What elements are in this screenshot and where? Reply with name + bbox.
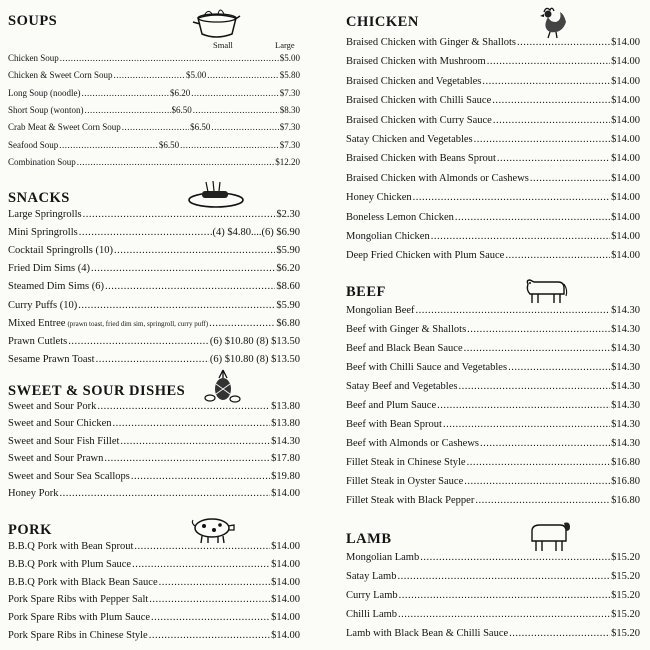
item-name: Braised Chicken with Almonds or Cashews <box>346 172 529 184</box>
section-soups <box>8 10 300 175</box>
item-price: $14.00 <box>611 114 640 126</box>
item-price: $16.80 <box>611 476 640 487</box>
leader-dots <box>509 628 610 639</box>
menu-item-row <box>8 612 300 628</box>
item-price: $14.00 <box>611 134 640 145</box>
leader-dots <box>134 541 270 552</box>
item-name: Cocktail Springrolls (10) <box>8 245 113 257</box>
item-price: $14.00 <box>611 250 640 262</box>
menu-item-row <box>8 70 300 86</box>
leader-dots <box>467 324 610 335</box>
item-name: Beef with Chilli Sauce and Vegetables <box>346 362 508 373</box>
leader-dots <box>96 354 209 365</box>
item-price: $14.00 <box>611 37 640 48</box>
leader-dots <box>475 495 610 506</box>
leader-dots <box>482 76 610 87</box>
section-snacks <box>8 188 300 368</box>
menu-item-row <box>346 609 640 625</box>
item-price: $14.30 <box>611 381 640 392</box>
item-price: $14.30 <box>611 400 640 411</box>
item-name: Beef and Plum Sauce <box>346 400 437 411</box>
leader-dots <box>60 53 279 63</box>
item-name: Fillet Steak with Black Pepper <box>346 495 475 506</box>
item-name: B.B.Q Pork with Plum Sauce <box>8 558 132 570</box>
item-name: Satay Beef and Vegetables <box>346 381 458 392</box>
leader-dots <box>105 281 275 292</box>
section-chicken <box>346 10 640 265</box>
menu-item-row <box>346 495 640 511</box>
menu-item-row <box>346 419 640 435</box>
cow-icon <box>522 276 570 306</box>
leader-dots <box>120 436 270 447</box>
item-note: (prawn toast, fried dim sim, springroll, curry puff) <box>67 319 209 328</box>
item-price: $14.00 <box>271 576 300 588</box>
menu-item-row <box>346 76 640 92</box>
menu-item-row <box>346 153 640 169</box>
leader-dots <box>78 300 275 311</box>
item-price: $14.00 <box>271 541 300 552</box>
menu-item-row <box>346 115 640 131</box>
item-price-large: $5.80 <box>279 70 300 81</box>
menu-item-row <box>8 140 300 156</box>
menu-item-row <box>346 192 640 208</box>
item-name: Seafood Soup <box>8 139 59 150</box>
menu-item-row <box>8 281 300 297</box>
item-price: $5.90 <box>276 245 300 257</box>
menu-item-row <box>346 590 640 606</box>
leader-dots <box>399 590 611 601</box>
item-name: Honey Pork <box>8 488 59 499</box>
item-price-small: $6.50 <box>190 122 211 133</box>
item-price-large: $7.30 <box>279 87 300 98</box>
item-price: $6.20 <box>276 263 300 275</box>
leader-dots <box>487 56 610 67</box>
item-name: Sweet and Sour Chicken <box>8 418 112 430</box>
leader-dots <box>132 559 270 570</box>
item-price: $14.30 <box>611 324 640 335</box>
menu-item-row <box>8 88 300 104</box>
leader-dots <box>131 471 270 482</box>
leader-dots <box>398 609 610 620</box>
leader-dots <box>149 594 270 605</box>
section-pork <box>8 520 300 648</box>
menu-item-row <box>8 594 300 610</box>
item-name: Curry Puffs (10) <box>8 299 78 311</box>
item-price: $15.20 <box>611 571 640 582</box>
soup-pot-icon <box>190 4 242 40</box>
leader-dots <box>474 134 610 145</box>
item-name: Pork Spare Ribs in Chinese Style <box>8 630 148 641</box>
item-price: $14.00 <box>271 558 300 570</box>
leader-dots <box>193 105 279 115</box>
item-price: $14.00 <box>271 488 300 499</box>
rooster-icon <box>534 4 570 40</box>
size-large-header: Large <box>275 40 295 50</box>
item-name: Braised Chicken and Vegetables <box>346 75 482 87</box>
item-price: $14.00 <box>611 172 640 184</box>
item-price: $14.30 <box>611 305 640 316</box>
item-name: Crab Meat & Sweet Corn Soup <box>8 122 121 133</box>
leader-dots <box>480 438 610 449</box>
item-price: $14.30 <box>611 438 640 449</box>
item-price: $8.60 <box>276 281 300 293</box>
item-price: $19.80 <box>271 470 300 482</box>
section-title: SOUPS <box>8 13 58 29</box>
item-price: $14.00 <box>611 95 640 107</box>
item-price-small: $6.20 <box>170 87 191 98</box>
leader-dots <box>207 70 279 80</box>
menu-item-row <box>346 173 640 189</box>
item-name: Lamb with Black Bean & Chilli Sauce <box>346 628 509 639</box>
item-price: $14.00 <box>271 594 300 606</box>
item-price: $6.80 <box>276 317 300 329</box>
item-name: Fillet Steak in Chinese Style <box>346 457 466 468</box>
item-name: Curry Lamb <box>346 590 398 601</box>
section-title: SWEET & SOUR DISHES <box>8 383 186 399</box>
item-price: $15.20 <box>611 628 640 639</box>
item-price: $14.00 <box>611 75 640 87</box>
menu-item-row <box>346 628 640 644</box>
menu-item-row <box>8 209 300 225</box>
leader-dots <box>458 381 610 392</box>
menu-item-row <box>8 53 300 69</box>
menu-item-row <box>8 453 300 469</box>
leader-dots <box>79 227 212 238</box>
menu-item-row <box>8 577 300 593</box>
leader-dots <box>493 115 610 126</box>
menu-item-row <box>8 354 300 370</box>
leader-dots <box>122 122 189 132</box>
item-price: $15.20 <box>611 590 640 601</box>
item-name: Sweet and Sour Sea Scallops <box>8 470 130 482</box>
menu-item-row <box>8 227 300 243</box>
item-price: $13.80 <box>271 401 300 412</box>
item-price: $14.00 <box>271 630 300 641</box>
item-price-large: $8.30 <box>279 104 300 115</box>
leader-dots <box>114 70 186 80</box>
item-price: $14.30 <box>611 343 640 354</box>
item-price: $14.00 <box>271 612 300 624</box>
leader-dots <box>455 212 610 223</box>
leader-dots <box>467 457 611 468</box>
leader-dots <box>77 157 274 167</box>
item-price: $14.00 <box>611 153 640 165</box>
item-price-large: $5.00 <box>279 53 300 63</box>
item-name: Fried Dim Sims (4) <box>8 263 90 275</box>
leader-dots <box>397 571 610 582</box>
item-price: (4) $4.80....(6) $6.90 <box>212 227 300 239</box>
item-name: Braised Chicken with Ginger & Shallots <box>346 37 517 48</box>
menu-item-row <box>346 95 640 111</box>
item-name: Deep Fried Chicken with Plum Sauce <box>346 250 505 262</box>
leader-dots <box>211 122 278 132</box>
menu-item-row <box>346 56 640 72</box>
leader-dots <box>180 140 279 150</box>
item-name: Mongolian Beef <box>346 305 415 316</box>
leader-dots <box>83 209 276 220</box>
leader-dots <box>149 630 270 641</box>
item-name: B.B.Q Pork with Bean Sprout <box>8 541 134 552</box>
item-name: Sweet and Sour Pork <box>8 401 97 412</box>
leader-dots <box>97 401 270 412</box>
sheep-icon <box>526 519 572 555</box>
leader-dots <box>443 419 610 430</box>
item-name: B.B.Q Pork with Black Bean Sauce <box>8 576 158 588</box>
item-name: Chicken & Sweet Corn Soup <box>8 70 113 81</box>
leader-dots <box>209 318 275 329</box>
item-name: Prawn Cutlets <box>8 335 68 347</box>
item-price: $16.80 <box>611 495 640 506</box>
leader-dots <box>113 418 271 429</box>
menu-item-row <box>8 418 300 434</box>
item-price: $15.20 <box>611 552 640 563</box>
menu-item-row <box>8 245 300 261</box>
item-price-large: $7.30 <box>279 122 300 133</box>
menu-item-row <box>8 318 300 334</box>
menu-item-row <box>346 250 640 266</box>
item-name: Braised Chicken with Chilli Sauce <box>346 95 492 107</box>
size-small-header: Small <box>213 40 233 50</box>
springroll-plate-icon <box>186 180 246 210</box>
menu-item-row <box>8 630 300 646</box>
menu-item-row <box>346 552 640 568</box>
leader-dots <box>59 140 158 150</box>
menu-item-row <box>8 541 300 557</box>
menu-item-row <box>8 157 300 173</box>
menu-item-row <box>346 457 640 473</box>
menu-item-row <box>346 134 640 150</box>
item-name: Chicken Soup <box>8 53 59 63</box>
item-price: $2.30 <box>276 209 300 220</box>
item-price: $14.30 <box>271 435 300 447</box>
menu-item-row <box>8 122 300 138</box>
item-price: (6) $10.80 (8) $13.50 <box>209 335 300 347</box>
leader-dots <box>530 173 610 184</box>
item-name: Beef with Bean Sprout <box>346 419 442 430</box>
item-price-small: $6.50 <box>158 139 180 150</box>
menu-item-row <box>8 559 300 575</box>
leader-dots <box>420 552 610 563</box>
item-price: $14.00 <box>611 56 640 68</box>
item-price: $14.30 <box>611 362 640 373</box>
item-price-small: $6.50 <box>171 104 192 115</box>
item-price: $14.00 <box>611 192 640 204</box>
item-name: Mini Springrolls <box>8 227 78 239</box>
leader-dots <box>91 263 275 274</box>
menu-item-row <box>8 300 300 316</box>
menu-item-row <box>8 105 300 121</box>
menu-item-row <box>346 343 640 359</box>
item-price: $14.00 <box>611 211 640 223</box>
item-price-large: $12.20 <box>275 156 300 167</box>
leader-dots <box>505 250 610 261</box>
item-name: Pork Spare Ribs with Plum Sauce <box>8 612 151 624</box>
item-name: Beef with Almonds or Cashews <box>346 438 479 449</box>
leader-dots <box>114 245 275 256</box>
item-name: Sesame Prawn Toast <box>8 353 95 365</box>
leader-dots <box>497 153 610 164</box>
item-name: Long Soup (noodle) <box>8 87 81 98</box>
leader-dots <box>82 88 170 98</box>
leader-dots <box>159 577 271 588</box>
item-name: Satay Lamb <box>346 571 397 582</box>
item-name: Fillet Steak in Oyster Sauce <box>346 476 464 487</box>
item-name: Honey Chicken <box>346 192 412 204</box>
section-title: PORK <box>8 522 52 538</box>
menu-item-row <box>346 212 640 228</box>
item-name: Braised Chicken with Beans Sprout <box>346 153 496 165</box>
leader-dots <box>151 612 270 623</box>
section-title: SNACKS <box>8 190 70 206</box>
leader-dots <box>191 88 279 98</box>
leader-dots <box>508 362 610 373</box>
item-price: $5.90 <box>276 299 300 311</box>
menu-item-row <box>346 37 640 53</box>
section-title: LAMB <box>346 531 392 547</box>
leader-dots <box>517 37 610 48</box>
item-name: Braised Chicken with Mushroom <box>346 56 486 68</box>
menu-item-row <box>346 305 640 321</box>
item-name: Braised Chicken with Curry Sauce <box>346 114 492 126</box>
item-name: Sweet and Sour Prawn <box>8 453 104 465</box>
item-name: Short Soup (wonton) <box>8 104 84 115</box>
item-price: (6) $10.80 (8) $13.50 <box>209 353 300 365</box>
item-price: $17.80 <box>271 453 300 465</box>
leader-dots <box>104 453 270 464</box>
menu-item-row <box>346 324 640 340</box>
menu-item-row <box>346 381 640 397</box>
item-name: Beef and Black Bean Sauce <box>346 343 463 354</box>
item-name: Mixed Entree <box>8 317 66 329</box>
item-name: Steamed Dim Sims (6) <box>8 281 104 293</box>
leader-dots <box>492 95 610 106</box>
item-price: $13.80 <box>271 418 300 430</box>
menu-item-row <box>346 231 640 247</box>
leader-dots <box>431 231 610 242</box>
menu-item-row <box>8 401 300 417</box>
menu-item-row <box>8 436 300 452</box>
item-price: $14.00 <box>611 231 640 242</box>
item-name: Beef with Ginger & Shallots <box>346 324 467 335</box>
item-name: Mongolian Chicken <box>346 231 430 242</box>
leader-dots <box>68 336 209 347</box>
item-price: $16.80 <box>611 457 640 468</box>
section-lamb <box>346 525 640 650</box>
item-name: Boneless Lemon Chicken <box>346 211 454 223</box>
menu-item-row <box>346 400 640 416</box>
leader-dots <box>464 476 610 487</box>
menu-item-row <box>346 438 640 454</box>
item-name: Mongolian Lamb <box>346 552 420 563</box>
leader-dots <box>59 488 270 499</box>
pineapple-icon <box>204 368 242 404</box>
section-beef <box>346 278 640 513</box>
item-name: Large Springrolls <box>8 209 82 220</box>
item-price: $15.20 <box>611 609 640 620</box>
leader-dots <box>85 105 171 115</box>
item-name: Combination Soup <box>8 156 76 167</box>
item-price-small: $5.00 <box>186 70 207 81</box>
section-title: CHICKEN <box>346 14 419 30</box>
item-name: Pork Spare Ribs with Pepper Salt <box>8 594 149 606</box>
leader-dots <box>413 192 611 203</box>
menu-item-row <box>346 362 640 378</box>
leader-dots <box>437 400 610 411</box>
item-price: $14.30 <box>611 419 640 430</box>
item-name: Chilli Lamb <box>346 609 398 620</box>
menu-item-row <box>8 471 300 487</box>
leader-dots <box>416 305 611 316</box>
item-name: Sweet and Sour Fish Fillet <box>8 435 120 447</box>
section-title: BEEF <box>346 284 386 300</box>
menu-item-row <box>8 488 300 504</box>
item-price-large: $7.30 <box>279 139 300 150</box>
menu-item-row <box>346 476 640 492</box>
menu-item-row <box>346 571 640 587</box>
leader-dots <box>464 343 611 354</box>
menu-item-row <box>8 336 300 352</box>
menu-item-row <box>8 263 300 279</box>
section-sweet-sour <box>8 380 300 515</box>
item-name: Satay Chicken and Vegetables <box>346 134 473 145</box>
